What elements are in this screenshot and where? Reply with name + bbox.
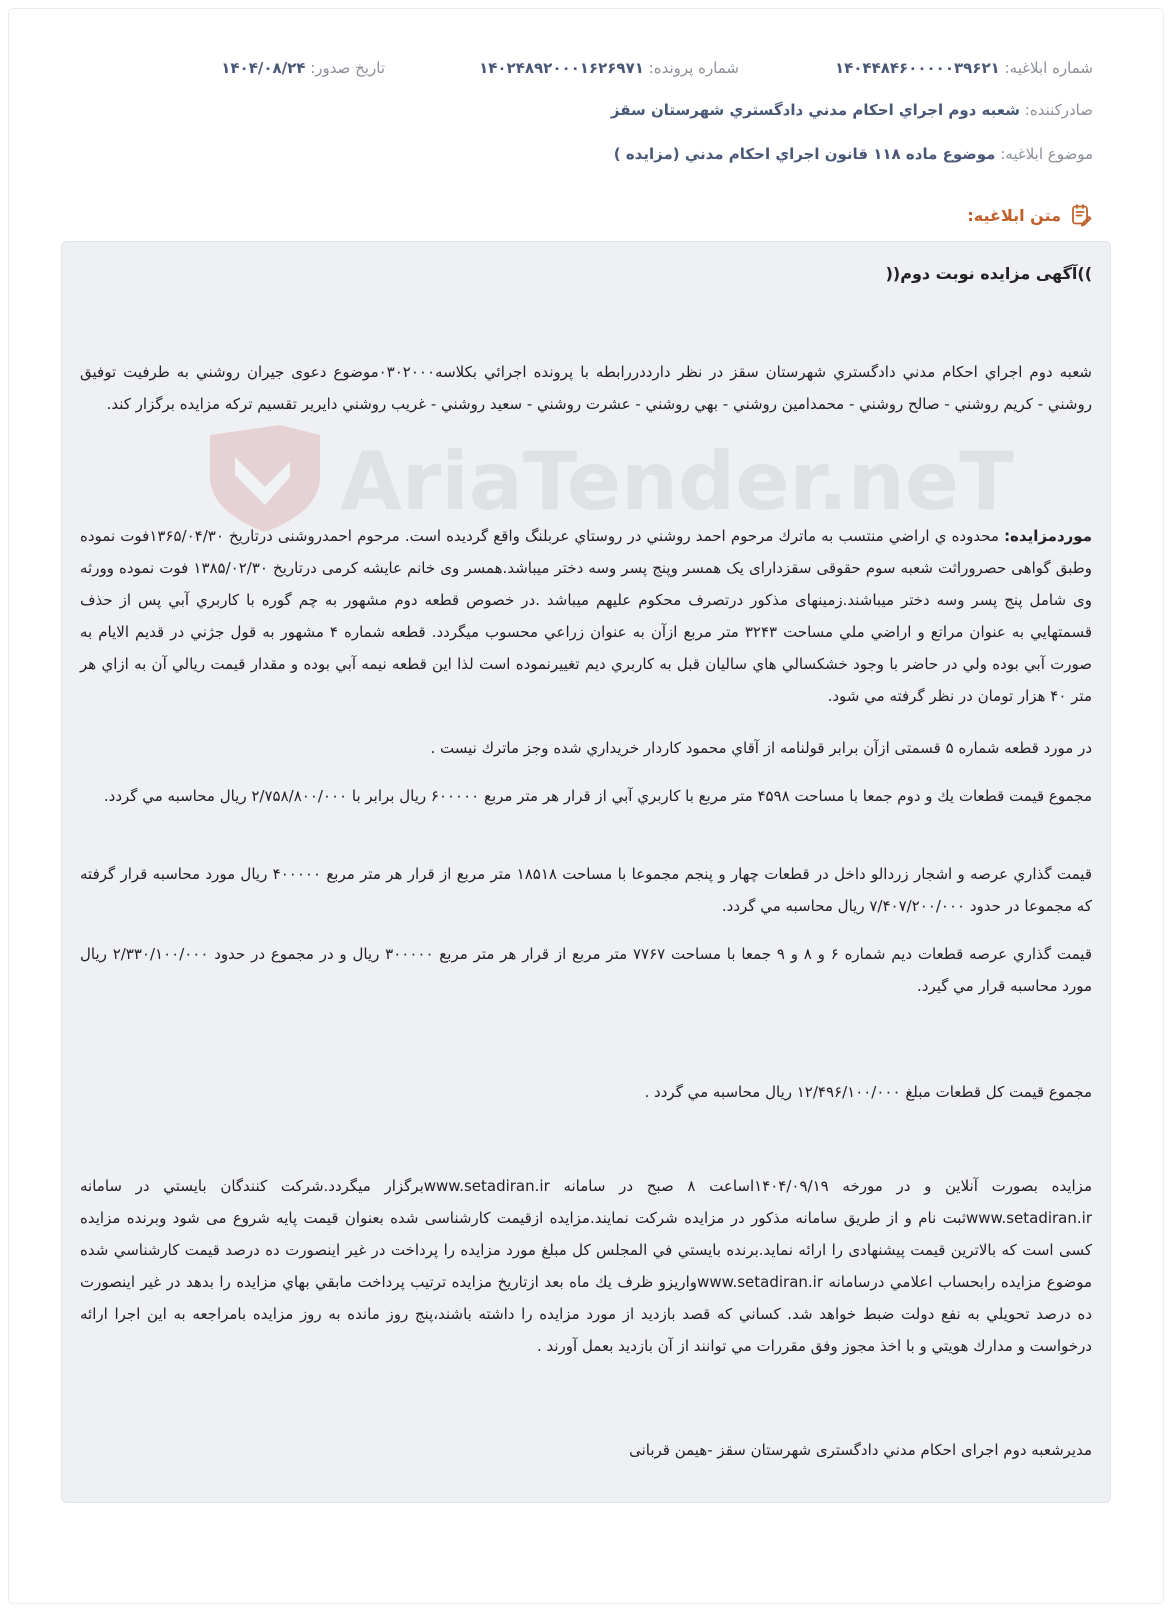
notice-body	[61, 241, 1111, 1503]
subject-row	[69, 145, 1093, 163]
document-note-icon	[1069, 203, 1093, 227]
case-number-label: شماره پرونده:	[648, 59, 739, 77]
issuer-value: شعبه دوم اجراي احكام مدني دادگستري شهرستان سقز	[610, 101, 1020, 119]
ad-title: ))آگهی مزایده نوبت دوم((	[885, 264, 1092, 283]
plots12-paragraph: مجموع قيمت قطعات يك و دوم جمعا با مساحت ۴۵۹۸ متر مربع با كاربري آبي از قرار هر متر مربع ۶۰۰۰۰۰ ريال برابر با ۲/۷۵۸/۸۰۰/۰۰۰ ريال محاسبه مي گردد.	[103, 787, 1092, 805]
issue-date-value: ۱۴۰۴/۰۸/۲۴	[221, 59, 306, 77]
notice-card	[8, 8, 1164, 1604]
issue-date-label: تاريخ صدور:	[310, 59, 385, 77]
plots689-paragraph: قيمت گذاري عرصه قطعات ديم شماره ۶ و ۸ و ۹ جمعا با مساحت ۷۷۶۷ متر مربع از قرار هر متر مربع ۳۰۰۰۰۰ ريال و در مجموع در حدود ۲/۳۳۰/۱۰۰/۰۰۰ ريال مورد محاسبه قرار مي گيرد.	[80, 945, 1092, 995]
subject-paragraph	[80, 520, 1092, 712]
watermark-text: AriaTender.neT	[340, 435, 1014, 528]
signature: مديرشعبه دوم اجرای احكام مدني دادگستری شهرستان سقز -هیمن قربانی	[629, 1441, 1092, 1459]
subject-value: موضوع ماده ۱۱۸ قانون اجراي احكام مدني (مزايده )	[613, 145, 996, 163]
case-number-value: ۱۴۰۲۴۸۹۲۰۰۰۱۶۲۶۹۷۱	[479, 59, 644, 77]
plot5-paragraph: در مورد قطعه شماره ۵ قسمتی ازآن برابر قولنامه از آقاي محمود كاردار خريداري شده وجز ماترك نيست .	[430, 739, 1092, 757]
notice-number-value: ۱۴۰۴۴۸۴۶۰۰۰۰۰۳۹۶۲۱	[834, 59, 1000, 77]
subject-paragraph-text: محدوده ي اراضي منتسب به ماترك مرحوم احمد روشني در روستاي عربلنگ واقع گرديده است. مرحوم احمدروشنی درتاريخ ۱۳۶۵/۰۴/۳۰فوت نموده وطبق گواهی حصروراثت شعبه سوم حقوقی سقزدارای یک همسر وپنج پسر وسه دختر میباشد.همسر وی خانم عایشه کرمی درتاریخ ۱۳۸۵/۰۲/۳۰ فوت نموده وورثه وی شامل پنج پسر وسه دختر میباشند.زمینهای مذکور درتصرف محکوم علیهم میباشد .در خصوص قطعه دوم مشهور به چم گوره با كاربري آبي پس از حذف قسمتهايي به عنوان مراتع و اراضي ملي مساحت ۳۲۴۳ متر مربع ازآن به عنوان زراعي محسوب ميگردد. قطعه شماره ۴ مشهور به قول جژني در قديم الايام به صورت آبي بوده ولي در حاضر با وجود خشكسالي هاي ساليان قبل به كاربري ديم تغييرنموده است لذا اين قطعه نيمه آبي بوده و مقدار قيمت ريالي آن به ازاي هر متر ۴۰ هزار تومان در نظر گرفته مي شود.	[80, 527, 1093, 705]
notice-text-title: متن ابلاغیه:	[967, 205, 1061, 225]
procedure-paragraph: مزایده بصورت آنلاین و در مورخه ۱۴۰۴/۰۹/۱۹اساعت ۸ صبح در سامانه www.setadiran.irبرگزار ميگردد.شركت كنندگان بايستي در سامانه www.setadiran.irثبت نام و از طريق سامانه مذكور در مزايده شركت نمايند.مزایده ازقیمت کارشناسی شده بعنوان قیمت پایه شروع می شود وبرنده مزایده کسی است که بالاترین قیمت پیشنهادی را ارائه نماید.برنده بايستي في المجلس كل مبلغ مورد مزايده را پرداخت در غير اينصورت ده درصد قيمت كارشناسي شده موضوع مزايده رابحساب اعلامي درسامانه www.setadiran.irواريزو ظرف يك ماه بعد ازتاريخ مزايده ترتيب پرداخت مابقي بهاي مزايده را بدهد در غير اينصورت ده درصد تحويلي به نفع دولت ضبط خواهد شد. كساني كه قصد بازديد از مورد مزايده را داشته باشند،پنج روز مانده به روز مزايده بامراجعه به اين اجرا ارائه درخواست و مدارك هويتي و با اخذ مجوز وفق مقررات مي توانند از آن بازديد بعمل آورند .	[80, 1177, 1092, 1355]
notice-text-heading	[967, 203, 1093, 227]
watermark-logo	[190, 417, 1014, 537]
total-paragraph: مجموع قيمت كل قطعات مبلغ ۱۲/۴۹۶/۱۰۰/۰۰۰ ريال محاسبه مي گردد .	[644, 1083, 1092, 1101]
subject-label: موضوع ابلاغيه:	[1000, 145, 1093, 163]
case-number	[479, 59, 739, 77]
intro-paragraph: شعبه دوم اجراي احكام مدني دادگستري شهرستان سقز در نظر دارددررابطه با پرونده اجرائي بكلاسه۰۳۰۲۰۰۰موضوع دعوی جیران روشني به طرفيت توفيق روشني - كريم روشني - صالح روشني - محمدامين روشني - بهي روشني - عشرت روشني - سعيد روشني - غريب روشني دايرير تقسيم تركه مزايده برگزار كند.	[80, 363, 1092, 413]
issue-date	[221, 59, 385, 77]
subject-paragraph-label: موردمزایده:	[1004, 527, 1092, 545]
issuer-label: صادرکننده:	[1024, 101, 1093, 119]
notice-number	[835, 59, 1093, 77]
plots45-paragraph: قيمت گذاري عرصه و اشجار زردالو داخل در قطعات چهار و پنجم مجموعا با مساحت ۱۸۵۱۸ متر مربع از قرار هر متر مربع ۴۰۰۰۰۰ ريال مورد محاسبه قرار گرفته كه مجموعا در حدود ۷/۴۰۷/۲۰۰/۰۰۰ ريال محاسبه مي گردد.	[80, 865, 1093, 915]
notice-number-label: شماره ابلاغيه:	[1004, 59, 1093, 77]
issuer-row	[69, 101, 1093, 119]
